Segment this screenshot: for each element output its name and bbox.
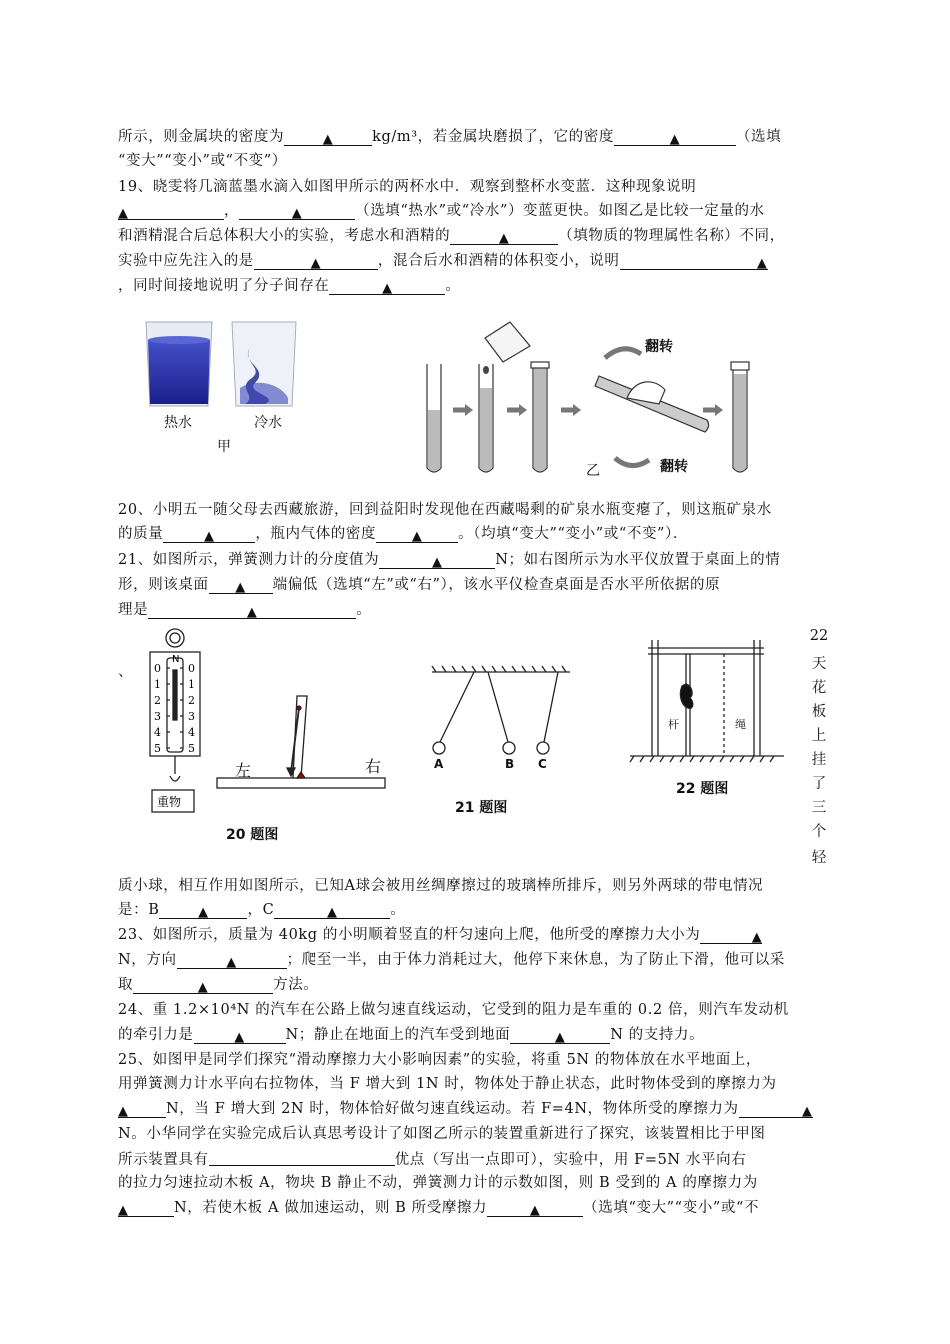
hot-water-beaker <box>146 322 212 406</box>
q18-line1: 所示，则金属块的密度为 ▲ kg/m³，若金属块磨损了，它的密度 ▲ （选填 <box>118 129 782 147</box>
scale-tick-2: 2 <box>154 694 161 707</box>
figure20-caption: 20 题图 <box>226 827 279 843</box>
right-label: 右 <box>365 757 382 776</box>
vertical-char: 了 <box>811 776 827 792</box>
q19-line4: 实验中应先注入的是 ▲ ，混合后水和酒精的体积变小，说明 ▲ <box>118 253 768 271</box>
answer-blank[interactable]: ▲ <box>159 902 247 919</box>
q23-line3: 取 ▲ 方法。 <box>118 977 319 995</box>
q25-line1: 25、如图甲是同学们探究“滑动摩擦力大小影响因素”的实验，将重 5N 的物体放在水平地面上， <box>118 1052 762 1068</box>
left-label: 左 <box>235 761 252 780</box>
answer-blank[interactable]: ▲ <box>700 927 762 944</box>
answer-blank[interactable]: ▲ <box>239 203 355 220</box>
cold-water-beaker <box>232 322 296 406</box>
weight-label: 重物 <box>157 795 182 809</box>
vertical-char: 花 <box>811 680 827 696</box>
q21-line1: 21、如图所示，弹簧测力计的分度值为 ▲ N；如右图所示为水平仪放置于桌面上的情 <box>118 552 781 570</box>
scale-tick-4: 4 <box>188 726 195 739</box>
vertical-char: 轻 <box>811 850 827 866</box>
q19-line1: 19、晓雯将几滴蓝墨水滴入如图甲所示的两杯水中．观察到整杯水变蓝．这种现象说明 <box>118 179 697 195</box>
q21-line3: 理是 ▲ 。 <box>118 602 372 620</box>
answer-blank[interactable]: ▲ <box>118 1200 174 1217</box>
q25-line2: 用弹簧测力计水平向右拉物体，当 F 增大到 1N 时，物体处于静止状态，此时物体受到的摩擦力为 <box>118 1076 777 1092</box>
answer-blank[interactable]: ▲ <box>450 228 558 245</box>
answer-blank[interactable]: ▲ <box>284 129 372 146</box>
scale-tick-2: 2 <box>188 694 195 707</box>
q20-line2: 的质量 ▲ ，瓶内气体的密度 ▲ 。（均填“变大”“变小”或“不变”）． <box>118 526 689 544</box>
scale-tick-0: 0 <box>188 662 195 675</box>
vertical-char: 天 <box>811 656 827 672</box>
vertical-char: 挂 <box>811 752 827 768</box>
scale-unit-n: N <box>172 654 180 665</box>
vertical-char: 板 <box>811 704 827 720</box>
pole-label: 杆 <box>668 718 679 731</box>
stray-comma: 、 <box>118 664 134 680</box>
answer-blank[interactable]: ▲ <box>194 1027 286 1044</box>
q19-line5: ，同时间接地说明了分子间存在 ▲ 。 <box>118 278 461 296</box>
flip-label-bottom: 翻转 <box>660 459 688 475</box>
q24-line1: 24、重 1.2×10⁴N 的汽车在公路上做匀速直线运动，它受到的阻力是车重的 0.2 倍，则汽车发动机 <box>118 1002 789 1018</box>
flip-label-top: 翻转 <box>645 339 673 355</box>
q22-line2: 是：B ▲ ，C ▲ 。 <box>118 902 406 920</box>
answer-blank[interactable]: ▲ <box>118 203 224 220</box>
scale-tick-3: 3 <box>154 710 161 723</box>
q19-line3: 和酒精混合后总体积大小的实验，考虑水和酒精的 ▲ （填物质的物理属性名称）不同， <box>118 228 785 246</box>
vertical-char: 三 <box>811 800 827 816</box>
scale-tick-5: 5 <box>154 742 161 755</box>
vertical-char: 上 <box>811 728 827 744</box>
answer-blank[interactable]: ▲ <box>379 552 495 569</box>
pole-rope-figure <box>628 636 788 766</box>
answer-blank[interactable]: ▲ <box>118 1101 166 1118</box>
q25-line6: 的拉力匀速拉动木板 A，物块 B 静止不动，弹簧测力计的示数如图，则 B 受到的 A 的摩擦力为 <box>118 1175 758 1191</box>
scale-tick-4: 4 <box>154 726 161 739</box>
answer-blank[interactable]: ▲ <box>739 1101 813 1118</box>
scale-tick-0: 0 <box>154 662 161 675</box>
figure-jia-label: 甲 <box>217 439 231 455</box>
answer-blank[interactable]: ▲ <box>133 977 273 994</box>
answer-blank[interactable]: ▲ <box>510 1027 610 1044</box>
q19-line2: ▲ ， ▲ （选填“热水”或“冷水”）变蓝更快。如图乙是比较一定量的水 <box>118 203 765 221</box>
q25-line5: 所示装置具有 优点（写出一点即可），实验中，用 F=5N 水平向右 <box>118 1149 746 1170</box>
scale-tick-1: 1 <box>188 678 195 691</box>
q25-line4: N。小华同学在实验完成后认真思考设计了如图乙所示的装置重新进行了探究，该装置相比于甲图 <box>118 1126 766 1142</box>
answer-blank[interactable]: ▲ <box>254 253 378 270</box>
cold-water-label: 冷水 <box>254 415 282 431</box>
q20-line1: 20、小明五一随父母去西藏旅游，回到益阳时发现他在西藏喝剩的矿泉水瓶变瘪了，则这瓶矿泉水 <box>118 502 772 518</box>
q23-line2: N，方向 ▲ ；爬至一半，由于体力消耗过大，他停下来休息，为了防止下滑，他可以采 <box>118 952 785 970</box>
q23-line1: 23、如图所示，质量为 40kg 的小明顺着竖直的杆匀速向上爬，他所受的摩擦力大小为 ▲ <box>118 927 763 945</box>
vertical-char: 个 <box>811 824 827 840</box>
q25-line3: ▲ N，当 F 增大到 2N 时，物体恰好做匀速直线运动。若 F=4N，物体所受的摩擦力为 ▲ <box>118 1101 813 1119</box>
answer-blank[interactable]: ▲ <box>620 253 768 270</box>
answer-blank[interactable]: ▲ <box>376 526 458 543</box>
q22-line1: 质小球，相互作用如图所示，已知A球会被用丝绸摩擦过的玻璃棒所排斥，则另外两球的带电情况 <box>118 878 764 894</box>
figure21-caption: 21 题图 <box>455 800 508 816</box>
ball-c-label: C <box>538 757 547 771</box>
q25-line7: ▲ N，若使木板 A 做加速运动，则 B 所受摩擦力 ▲ （选填“变大”“变小”或“不 <box>118 1200 760 1218</box>
hanging-balls-figure <box>430 664 575 779</box>
hot-water-label: 热水 <box>164 415 192 431</box>
answer-blank[interactable]: ▲ <box>148 602 356 619</box>
q18-line2: “变大”“变小”或“不变”） <box>118 153 287 169</box>
answer-blank[interactable]: ▲ <box>209 577 273 594</box>
q24-line2: 的牵引力是 ▲ N；静止在地面上的汽车受到地面 ▲ N 的支持力。 <box>118 1027 705 1045</box>
answer-blank[interactable]: ▲ <box>329 278 445 295</box>
figure22-caption: 22 题图 <box>676 781 729 797</box>
ball-b-label: B <box>505 757 515 771</box>
answer-blank[interactable] <box>209 1149 395 1166</box>
answer-blank[interactable]: ▲ <box>274 902 390 919</box>
answer-blank[interactable]: ▲ <box>177 952 287 969</box>
scale-tick-3: 3 <box>188 710 195 723</box>
scale-tick-1: 1 <box>154 678 161 691</box>
figure-yi-label: 乙 <box>586 463 600 479</box>
answer-blank[interactable]: ▲ <box>487 1200 583 1217</box>
scale-tick-5: 5 <box>188 742 195 755</box>
vertical-char: 22 <box>809 628 829 644</box>
q21-line2: 形，则该桌面 ▲ 端偏低（选填“左”或“右”），该水平仪检查桌面是否水平所依据的原 <box>118 577 721 595</box>
answer-blank[interactable]: ▲ <box>614 129 736 146</box>
spring-scale-figure <box>140 626 220 831</box>
answer-blank[interactable]: ▲ <box>163 526 255 543</box>
rope-label: 绳 <box>735 718 746 731</box>
ball-a-label: A <box>434 757 444 771</box>
mixing-tubes-figure <box>415 318 765 478</box>
level-meter-figure <box>215 690 390 800</box>
